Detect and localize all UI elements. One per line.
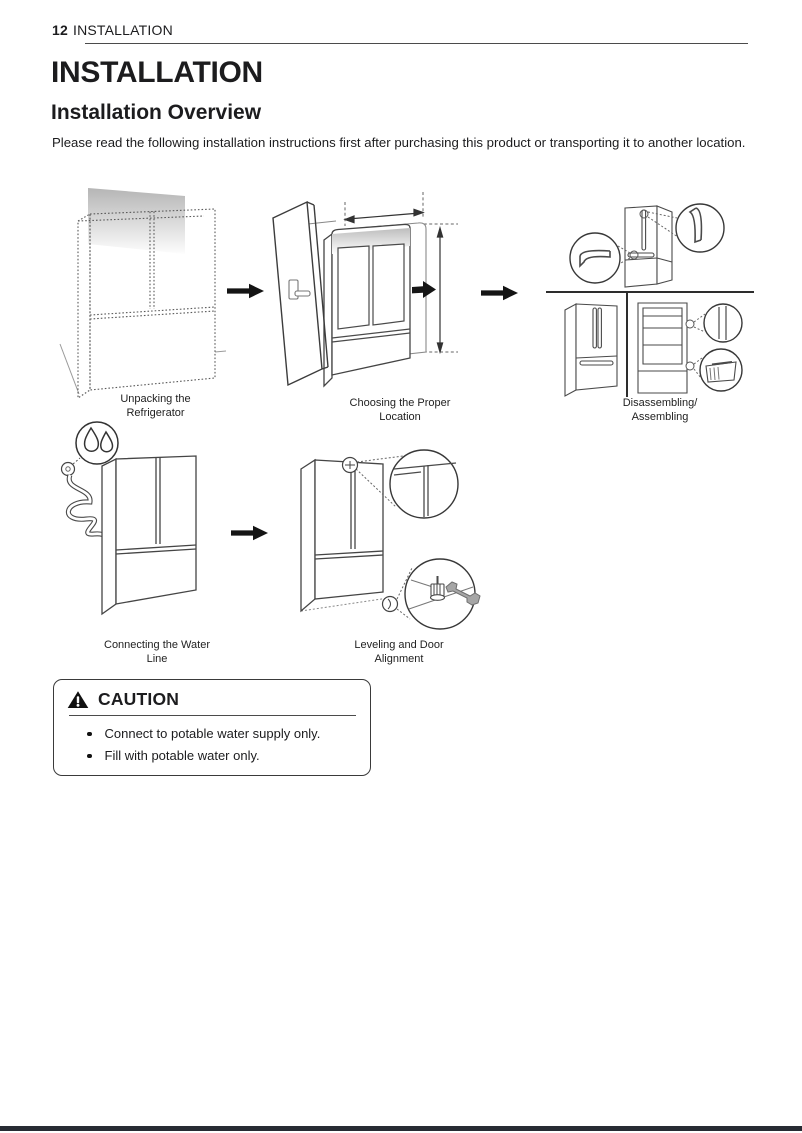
caption-line: Refrigerator xyxy=(126,406,185,419)
leveling-drawing xyxy=(293,437,491,639)
caution-item-text: Fill with potable water only. xyxy=(104,748,260,763)
doorway-fridge-drawing xyxy=(262,188,480,398)
water-line-drawing xyxy=(56,416,238,640)
page-number: 12 xyxy=(52,22,68,38)
step-caption-leveling xyxy=(299,639,499,666)
fridge-with-handles xyxy=(625,206,672,287)
caption-line: Disassembling/ xyxy=(622,397,698,409)
caption-line: Assembling xyxy=(631,410,689,423)
caption-line: Alignment xyxy=(374,652,424,665)
header-section-title: INSTALLATION xyxy=(72,22,173,38)
water-valve-icon xyxy=(62,463,75,476)
step-caption-water-line xyxy=(57,639,257,666)
refrigerator-body xyxy=(102,456,196,614)
caution-rule xyxy=(69,715,356,716)
caption-line: Connecting the Water xyxy=(104,639,210,651)
leveling-illustration xyxy=(293,437,491,639)
handles-shelves-drawing xyxy=(546,196,754,402)
intro-text: Please read the following installation instructions first after purchasing this product or transporting it to another location. xyxy=(52,135,746,150)
bullet-icon xyxy=(87,754,92,759)
caution-box xyxy=(53,679,371,776)
choosing-location-illustration xyxy=(262,188,480,398)
water-line-illustration xyxy=(56,416,238,640)
bullet-icon xyxy=(87,732,92,737)
wall-shading xyxy=(88,188,185,254)
page-title: INSTALLATION xyxy=(51,56,263,89)
caption-line: Line xyxy=(146,652,168,665)
footer-bar xyxy=(0,1126,802,1131)
arrow-right-icon xyxy=(230,524,270,542)
caption-line: Choosing the Proper xyxy=(349,397,451,409)
page-header xyxy=(52,22,173,38)
caution-item xyxy=(54,745,370,767)
unpacking-illustration xyxy=(58,186,228,400)
drawer-bin-icon xyxy=(706,362,736,382)
header-rule xyxy=(85,43,748,44)
warning-icon xyxy=(67,690,89,709)
caption-line: Leveling and Door xyxy=(354,639,444,651)
arrow-right-icon xyxy=(226,282,266,300)
caution-header xyxy=(54,680,370,710)
section-heading: Installation Overview xyxy=(51,101,262,124)
caution-item-text: Connect to potable water supply only. xyxy=(104,726,321,741)
caption-line: Location xyxy=(379,410,421,423)
caution-title: CAUTION xyxy=(98,689,180,709)
unpacking-fridge-drawing xyxy=(58,186,228,400)
step-caption-disassembling xyxy=(560,397,760,424)
assembled-fridge xyxy=(565,304,617,396)
arrow-right-icon xyxy=(480,284,520,302)
caution-item xyxy=(54,723,370,745)
open-fridge-shelves xyxy=(638,303,687,393)
caption-line: Unpacking the xyxy=(120,393,191,405)
step-caption-choosing-location xyxy=(300,397,500,424)
disassembling-illustration xyxy=(546,196,754,402)
